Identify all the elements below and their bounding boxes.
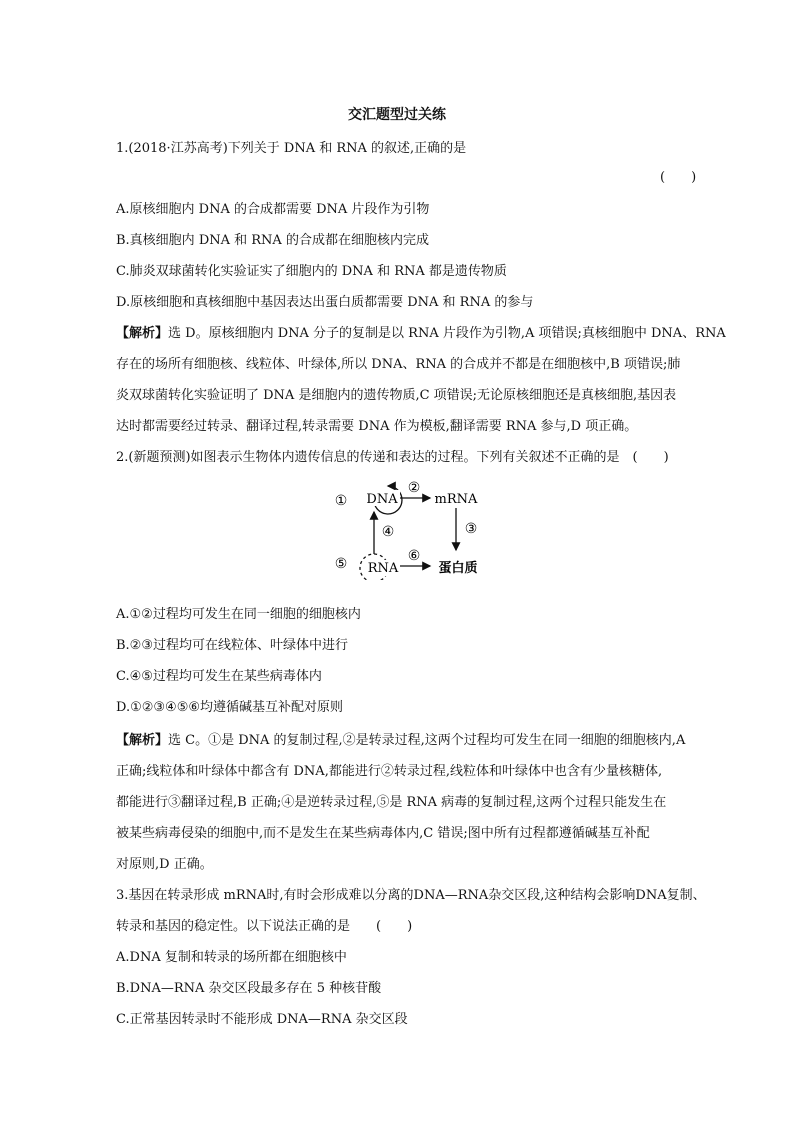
q3-option-c: C.正常基因转录时不能形成 DNA—RNA 杂交区段	[116, 1012, 408, 1027]
page-title: 交汇题型过关练	[348, 107, 446, 123]
q2-option-b: B.②③过程均可在线粒体、叶绿体中进行	[116, 638, 348, 653]
q1-option-c: C.肺炎双球菌转化实验证实了细胞内的 DNA 和 RNA 都是遗传物质	[116, 264, 507, 279]
q2-stem: 2.(新题预测)如图表示生物体内遗传信息的传递和表达的过程。下列有关叙述不正确的是 ( )	[116, 450, 669, 465]
q2-option-d: D.①②③④⑤⑥均遵循碱基互补配对原则	[116, 700, 344, 715]
q3-option-a: A.DNA 复制和转录的场所都在细胞核中	[116, 950, 347, 965]
q1-option-b: B.真核细胞内 DNA 和 RNA 的合成都在细胞核内完成	[116, 233, 429, 248]
process-2-label: ②	[407, 480, 421, 496]
q1-option-d: D.原核细胞和真核细胞中基因表达出蛋白质都需要 DNA 和 RNA 的参与	[116, 295, 534, 310]
q2-option-c: C.④⑤过程均可发生在某些病毒体内	[116, 669, 322, 684]
mrna-label: mRNA	[434, 492, 478, 507]
dna-label: DNA	[366, 492, 398, 507]
q1-answer-paren: ( )	[660, 170, 697, 185]
q1-analysis-line: 炎双球菌转化实验证明了 DNA 是细胞内的遗传物质,C 项错误;无论原核细胞还是真核细胞,基因表	[116, 388, 677, 403]
q3-stem: 转录和基因的稳定性。以下说法正确的是 ( )	[116, 919, 413, 934]
analysis-tag: 【解析】	[116, 326, 169, 341]
rna-label: RNA	[367, 561, 399, 576]
process-5-label: ⑤	[334, 556, 348, 572]
process-4-label: ④	[381, 524, 395, 540]
q1-analysis-text: 选 D。原核细胞内 DNA 分子的复制是以 RNA 片段作为引物,A 项错误;真核细胞中 DNA、RNA	[168, 326, 726, 341]
process-3-label: ③	[464, 521, 478, 537]
q3-option-b: B.DNA—RNA 杂交区段最多存在 5 种核苷酸	[116, 981, 382, 996]
q1-option-a: A.原核细胞内 DNA 的合成都需要 DNA 片段作为引物	[116, 202, 430, 217]
q2-analysis-line: 正确;线粒体和叶绿体中都含有 DNA,都能进行②转录过程,线粒体和叶绿体中也含有少量核糖体,	[116, 764, 663, 779]
process-1-label: ①	[334, 493, 348, 509]
q2-analysis-line: 对原则,D 正确。	[116, 857, 213, 872]
q1-stem: 1.(2018·江苏高考)下列关于 DNA 和 RNA 的叙述,正确的是	[116, 141, 467, 156]
q2-analysis-text: 选 C。①是 DNA 的复制过程,②是转录过程,这两个过程均可发生在同一细胞的细胞核内,A	[168, 733, 686, 748]
q1-analysis-line	[116, 322, 726, 341]
protein-label: 蛋白质	[438, 561, 478, 576]
analysis-tag: 【解析】	[116, 733, 169, 748]
q1-analysis-line: 达时都需要经过转录、翻译过程,转录需要 DNA 作为模板,翻译需要 RNA 参与,D 项正确。	[116, 419, 638, 434]
q2-option-a: A.①②过程均可发生在同一细胞的细胞核内	[116, 607, 361, 622]
q3-stem: 3.基因在转录形成 mRNA时,有时会形成难以分离的DNA—RNA杂交区段,这种结构会影响DNA复制、	[116, 888, 706, 903]
q2-analysis-line: 都能进行③翻译过程,B 正确;④是逆转录过程,⑤是 RNA 病毒的复制过程,这两个过程只能发生在	[116, 795, 667, 810]
genetic-flow-diagram	[330, 480, 490, 580]
q2-analysis-line: 被某些病毒侵染的细胞中,而不是发生在某些病毒体内,C 错误;图中所有过程都遵循碱基互补配	[116, 826, 650, 841]
q2-analysis-line	[116, 729, 716, 748]
q1-analysis-line: 存在的场所有细胞核、线粒体、叶绿体,所以 DNA、RNA 的合成并不都是在细胞核中,B 项错误;肺	[116, 357, 681, 372]
process-6-label: ⑥	[407, 548, 421, 564]
